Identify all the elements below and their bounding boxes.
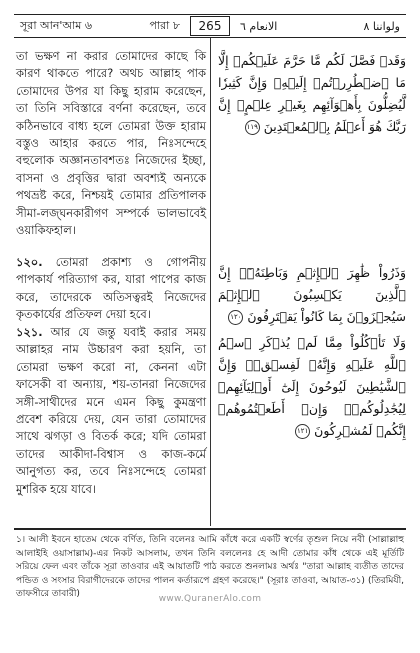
- arabic-text: وَذَرُواْ ظَٰهِرَ ٱلۡإِثۡمِ وَبَاطِنَهُۥٓۚ إِنَّ ٱلَّذِينَ يَكۡسِبُونَ ٱلۡإِثۡمَ سَيُجۡزَوۡنَ بِمَا كَانُواْ يَقۡتَرِفُونَ: [218, 265, 406, 324]
- arabic-text: وَقَدۡ فَصَّلَ لَكُم مَّا حَرَّمَ عَلَيۡكُمۡ إِلَّا مَا ٱضۡطُرِرۡتُمۡ إِلَيۡهِۗ وَإِنَّ كَثِيرٗا لَّيُضِلُّونَ بِأَهۡوَآئِهِم بِغَيۡرِ عِلۡمٍۚ إِنَّ رَبَّكَ هُوَ أَعۡلَمُ بِٱلۡمُعۡتَدِينَ: [218, 53, 406, 134]
- arabic-text: وَلَا تَأۡكُلُواْ مِمَّا لَمۡ يُذۡكَرِ ٱسۡمُ ٱللَّهِ عَلَيۡهِ وَإِنَّهُۥ لَفِسۡقٞۗ وَإِنَّ ٱلشَّيَٰطِينَ لَيُوحُونَ إِلَىٰٓ أَوۡلِيَآئِهِمۡ لِيُجَٰدِلُوكُمۡۖ وَإِنۡ أَطَعۡتُمُوهُمۡ إِنَّكُمۡ لَمُشۡرِكُونَ: [218, 335, 406, 438]
- arabic-verse-119: [218, 50, 406, 138]
- arabic-verse-120: [218, 262, 406, 328]
- surah-name-arabic: الانعام ٦: [240, 19, 278, 33]
- translation-verse-119-continued: তা ভক্ষণ না করার তোমাদের কাছে কি কারণ থাকতে পারে? অথচ আল্লাহ পাক তোমাদের উপর যা কিছু হারাম করেছেন, তা তিনি সবিস্তারে বর্ণনা করেছেন, তবে কঠিনভাবে বাধ্য হলে তোমরা উক্ত হারাম বস্তুও আহার করতে পার, নিঃসন্দেহে বহুলোক অজ্ঞানতাবশতঃ নিজেদের ইচ্ছা, বাসনা ও প্রবৃত্তির দ্বারা অবশ্যই অন্যকে পথভ্রষ্ট করে, নিশ্চয়ই তোমার প্রতিপালক সীমা-লজ্ঘনকারীগণ সম্পর্কে ভালভাবেই ওয়াকিফহাল।: [16, 49, 206, 238]
- verse-end-marker: ١٢٠: [228, 310, 243, 325]
- verse-end-marker: ١١٩: [245, 120, 260, 135]
- bengali-translation-column: [16, 48, 207, 496]
- footnote: ১। আলী ইবনে হাতেম থেকে বর্ণিত, তিনি বলেনঃ আমি কাঁধে করে একটি স্বর্ণের তৃশুল নিয়ে নবী (সাল্লাল্লাহু আলাইহি ওয়াসাল্লাম)-এর নিকট আসলাম, তখন তিনি বললেনঃ হে আদী তোমার কাঁধ থেকে এই মূর্তিটি সরিয়ে ফেল এবং তাঁকে সূরা তাওবার এই আয়াতটি পাঠ করতে শুনলামঃ অর্থঃ "তারা আল্লাহ ব্যতীত তাদের পন্ডিত ও সংসার বিরাগীদেরকে তাদের পালন কর্তারূপে গ্রহণ করেছে।" (সূরাঃ তাওবা, আয়াত-৩১) (তিরমিযী, তাফসীরে তাবারী): [16, 535, 404, 599]
- verse-end-marker: ١٢١: [295, 424, 310, 439]
- arabic-verse-121: [218, 332, 406, 442]
- translation-verse-121: [16, 324, 206, 498]
- footnote-divider: [14, 528, 406, 530]
- para-arabic: ولواننا ٨: [363, 19, 400, 33]
- page-header: [14, 14, 406, 38]
- page-number: 265: [190, 16, 230, 36]
- verse-text: আর যে জন্তু যবাই করার সময় আল্লাহর নাম উচ্চারণ করা হয়নি, তা তোমরা ভক্ষণ করো না, কেননা এটা ফাসেকী বা অন্যায়, শয়-তানরা নিজেদের সঙ্গী-সাথীদের মনে এমন কিছু কুমন্ত্রণা প্রবেশ করিয়ে দেয়, যেন তারা তোমাদের সাথে ঝগড়া ও বিতর্ক করে; যদি তোমরা তাদের আকীদা-বিশ্বাস ও কাজ-কর্মে আনুগত্য কর, তবে নিঃসন্দেহে তোমরা মুশরিক হয়ে যাবে।: [16, 325, 207, 496]
- verse-number: ১২০.: [16, 255, 43, 269]
- verse-text: তোমরা প্রকাশ্য ও গোপনীয় পাপকার্য পরিত্যাগ কর, যারা পাপের কাজ করে, তাদেরকে অতিসত্বরই নিজেদের কৃতকার্যের প্রতিফল দেয়া হবে।: [16, 255, 206, 322]
- para-bengali: পারা ৮: [149, 18, 180, 32]
- site-watermark: www.QuranerAlo.com: [158, 594, 262, 604]
- verse-number: ১২১.: [16, 325, 43, 339]
- surah-name-bengali: সূরা আন'আম ৬: [20, 18, 93, 32]
- translation-verse-120: [16, 254, 206, 324]
- column-divider: [210, 38, 211, 526]
